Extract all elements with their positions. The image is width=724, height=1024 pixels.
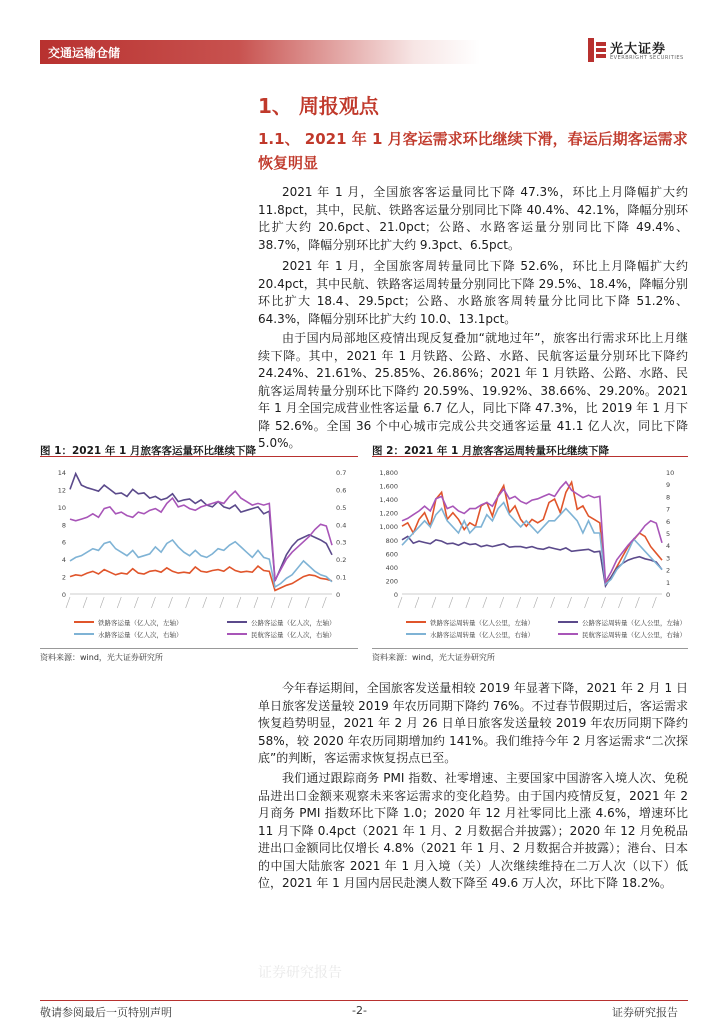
y-left-tick-label: 200 [385, 577, 398, 586]
x-tick-mark [305, 597, 309, 608]
x-tick-mark [500, 597, 504, 608]
x-tick-mark [652, 597, 656, 608]
paragraph-4: 今年春运期间，全国旅客发送量相较 2019 年显著下降，2021 年 2 月 1 日单日旅客发送量较 2019 年农历同期下降约 76%。不过春节假期过后，客运需求恢复趋势明显，2021 年 2 月 26 日单日旅客发送量较 2019 年农历同期下降约 58%，较 2020 年农历同期增加约 141%。我们维持今年 2 月客运需求“二次探底”的判断，客运需求恢复拐点已至。 [258, 681, 688, 765]
y-left-tick-label: 8 [61, 521, 66, 530]
page-number: -2- [352, 1004, 367, 1017]
x-tick-mark [220, 597, 224, 608]
y-left-tick-label: 4 [61, 556, 66, 565]
y-left-tick-label: 0 [393, 591, 398, 599]
legend-label: 铁路客运周转量（亿人公里，左轴） [430, 619, 534, 627]
fig2-source-rule [372, 648, 688, 649]
x-tick-mark [151, 597, 155, 608]
paragraph-3: 由于国内局部地区疫情出现反复叠加“就地过年”，旅客出行需求环比上月继续下降。其中，2021 年 1 月铁路、公路、水路、民航客运量分别环比下降约 24.24%、21.61%、25.85%、26.86%；2021 年 1 月铁路、公路、水路、民航客运周转量分别环比下降约 20.59%、19.92%、38.66%、29.20%。2021 年 1 月全国完成营业性客运量 6.7 亿人，同比下降 47.3%，比 2019 年 1 月下降 52.6%。全国 36 个中心城市完成公共交通客运量 41.1 亿人次，同比下降 5.0%。 [258, 331, 688, 450]
x-tick-mark [551, 597, 555, 608]
x-tick-mark [466, 597, 470, 608]
x-tick-mark [169, 597, 173, 608]
y-right-tick-label: 8 [666, 493, 671, 502]
y-right-tick-label: 0.5 [336, 503, 347, 512]
y-right-tick-label: 5 [666, 530, 671, 538]
x-tick-mark [415, 597, 419, 608]
section-heading: 1、 周报观点 [258, 94, 379, 118]
x-tick-mark [534, 597, 538, 608]
y-right-tick-label: 4 [666, 542, 671, 551]
y-right-tick-label: 0 [666, 591, 671, 599]
series-line-2 [70, 474, 332, 581]
series-line-3 [402, 503, 662, 585]
legend-label: 水路客运周转量（亿人公里，右轴） [430, 631, 534, 639]
series-line-3 [70, 540, 332, 587]
y-right-tick-label: 0.3 [336, 538, 347, 547]
x-tick-mark [449, 597, 453, 608]
x-tick-mark [398, 597, 402, 608]
section-header-bar [40, 40, 480, 64]
series-line-4 [70, 491, 332, 580]
chart-1-svg [40, 462, 358, 646]
x-tick-mark [601, 597, 605, 608]
paragraph-5: 我们通过跟踪商务 PMI 指数、社零增速、主要国家中国游客入境人次、免税品进出口金额来观察未来客运需求的变化趋势。由于国内疫情反复，2021 年 2 月商务 PMI 指数环比下降 1.0；2020 年 12 月社零同比上涨 4.6%，增速环比 11 月下降 0.4pct（2021 年 1 月、2 月数据合并披露）；2020 年 12 月免税品进出口金额同比仅增长 4.8%（2021 年 1 月、2 月数据合并披露）；港台、日本的中国大陆旅客 2021 年 1 月入境（关）人次继续维持在二万人次（以下）低位，2021 年 1 月国内居民赴澳人数下降至 49.6 万人次，环比下降 18.2%。 [258, 771, 688, 890]
series-line-1 [70, 566, 332, 590]
y-right-tick-label: 7 [666, 505, 671, 514]
x-tick-mark [100, 597, 104, 608]
y-right-tick-label: 0.6 [336, 486, 347, 495]
brand-logo-icon [588, 38, 606, 62]
footer-rule [40, 1000, 688, 1001]
fig1-source: 资料来源：wind，光大证券研究所 [40, 653, 163, 662]
brand-logo [588, 36, 688, 66]
x-tick-mark [483, 597, 487, 608]
y-right-tick-label: 0.7 [336, 469, 347, 477]
legend-label: 铁路客运量（亿人次，左轴） [98, 619, 183, 627]
footer-report-type: 证券研究报告 [612, 1006, 678, 1019]
x-tick-mark [288, 597, 292, 608]
paragraph-2: 2021 年 1 月，全国旅客周转量同比下降 52.6%，环比上月降幅扩大约 20.4pct，其中民航、铁路客运周转量分别同比下降 29.5%、18.4%，降幅分别环比扩大 18.4、29.5pct；公路、水路旅客周转量分比同比下降 51.2%、64.3%，降幅分别环比扩大约 10.0、13.1pct。 [258, 259, 688, 326]
x-tick-mark [186, 597, 190, 608]
x-tick-mark [517, 597, 521, 608]
x-tick-mark [618, 597, 622, 608]
y-left-tick-label: 1,800 [379, 469, 398, 477]
y-right-tick-label: 9 [666, 481, 671, 490]
series-line-4 [402, 482, 662, 582]
fig2-title: 图 2：2021 年 1 月旅客客运周转量环比继续下降 [372, 445, 609, 457]
y-right-tick-label: 0.1 [336, 573, 347, 582]
x-tick-mark [254, 597, 258, 608]
y-right-tick-label: 10 [666, 469, 675, 477]
y-right-tick-label: 0.2 [336, 556, 347, 565]
y-left-tick-label: 14 [57, 469, 66, 477]
y-left-tick-label: 600 [385, 550, 398, 559]
y-left-tick-label: 12 [57, 486, 66, 495]
y-right-tick-label: 3 [666, 554, 671, 563]
x-tick-mark [66, 597, 70, 608]
legend-label: 民航客运量（亿人次，右轴） [251, 631, 336, 639]
y-left-tick-label: 400 [385, 563, 398, 572]
y-right-tick-label: 2 [666, 566, 671, 575]
y-right-tick-label: 1 [666, 578, 671, 587]
x-tick-mark [585, 597, 589, 608]
paragraph-1: 2021 年 1 月，全国旅客客运量同比下降 47.3%，环比上月降幅扩大约 11.8pct，其中，民航、铁路客运量分别同比下降 40.4%、42.1%，降幅分别环比扩大约 20.6pct、21.0pct；公路、水路客运量分别同比下降 49.4%、38.7%，降幅分别环比扩大约 9.3pct、6.5pct。 [258, 185, 688, 252]
chart-1 [40, 462, 358, 646]
y-left-tick-label: 1,600 [379, 482, 398, 491]
x-tick-mark [237, 597, 241, 608]
x-tick-mark [635, 597, 639, 608]
y-right-tick-label: 0.4 [336, 521, 347, 530]
section-label: 交通运输仓储 [48, 46, 121, 60]
fig1-title: 图 1：2021 年 1 月旅客客运量环比继续下降 [40, 445, 256, 457]
x-tick-mark [83, 597, 87, 608]
brand-name-en: EVERBRIGHT SECURITIES [610, 55, 684, 61]
y-right-tick-label: 6 [666, 517, 671, 526]
chart-2 [372, 462, 688, 646]
fig1-source-rule [40, 648, 358, 649]
subsection-heading: 1.1、 2021 年 1 月客运需求环比继续下滑，春运后期客运需求恢复明显 [258, 130, 688, 172]
x-tick-mark [203, 597, 207, 608]
y-left-tick-label: 2 [61, 573, 66, 582]
x-tick-mark [271, 597, 275, 608]
x-tick-mark [568, 597, 572, 608]
legend-label: 公路客运量（亿人次，左轴） [251, 619, 336, 627]
fig2-source: 资料来源：wind，光大证券研究所 [372, 653, 495, 662]
x-tick-mark [117, 597, 121, 608]
x-tick-mark [432, 597, 436, 608]
footer-disclaimer: 敬请参阅最后一页特别声明 [40, 1006, 172, 1019]
brand-name: 光大证券 [610, 42, 667, 57]
y-right-tick-label: 0 [336, 591, 341, 599]
x-tick-mark [134, 597, 138, 608]
y-left-tick-label: 1,400 [379, 496, 398, 505]
y-left-tick-label: 800 [385, 536, 398, 545]
y-left-tick-label: 6 [61, 538, 66, 547]
y-left-tick-label: 10 [57, 503, 66, 512]
legend-label: 民航客运周转量（亿人公里，右轴） [582, 631, 686, 639]
chart-2-svg [372, 462, 688, 646]
legend-label: 公路客运周转量（亿人公里，左轴） [582, 619, 686, 627]
x-tick-mark [322, 597, 326, 608]
y-left-tick-label: 1,000 [379, 523, 398, 532]
watermark: 证券研究报告 [258, 965, 342, 981]
legend-label: 水路客运量（亿人次，右轴） [98, 631, 183, 639]
y-left-tick-label: 1,200 [379, 509, 398, 518]
y-left-tick-label: 0 [61, 591, 66, 599]
